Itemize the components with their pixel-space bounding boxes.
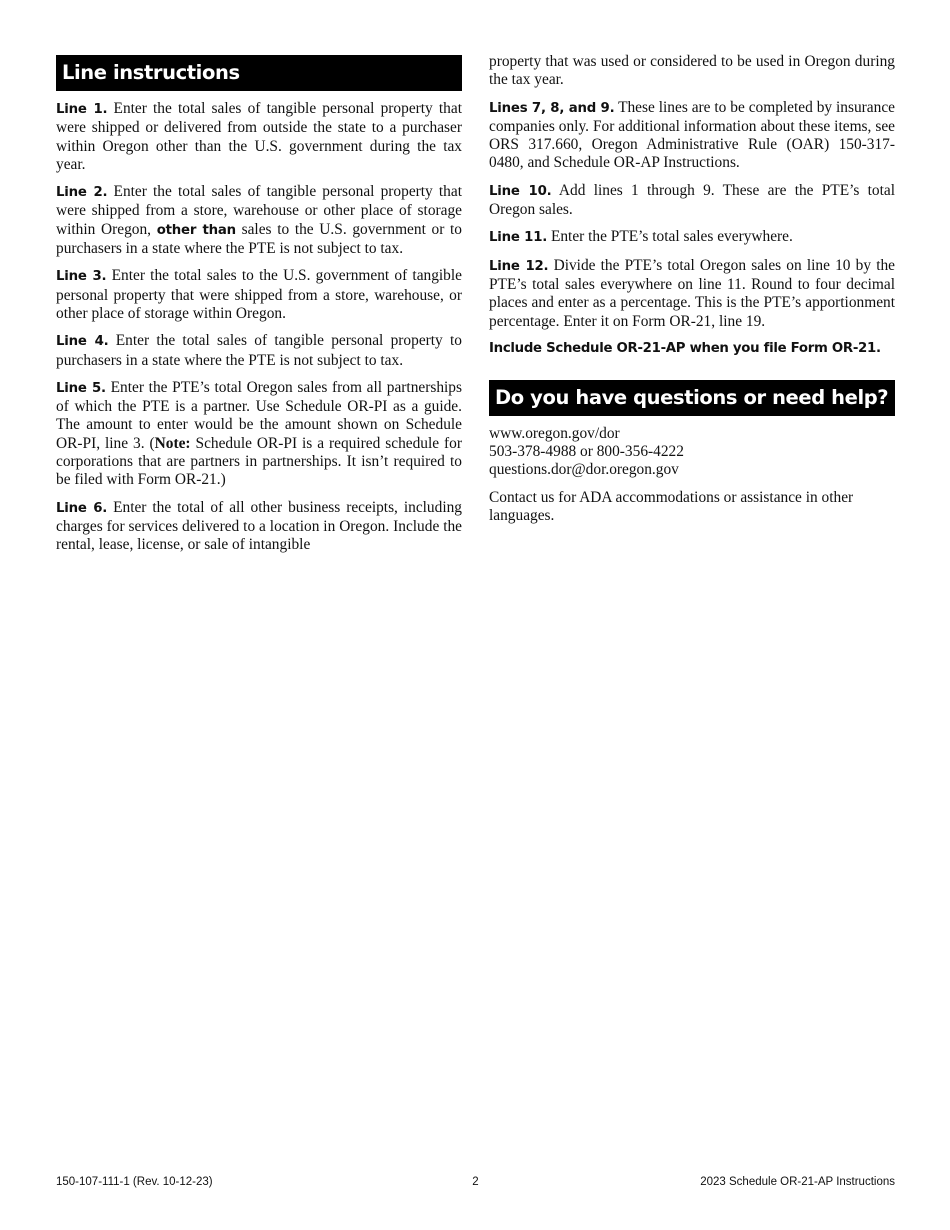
line-6-instruction xyxy=(56,499,462,555)
line-4-instruction xyxy=(56,332,462,370)
right-column xyxy=(489,0,895,534)
line-6-label: Line 6. xyxy=(56,500,108,516)
line-3-label: Line 3. xyxy=(56,269,107,285)
line-2-text-b: sales to the U.S. government or to purchasers in a state where the PTE is not subject to tax. xyxy=(56,220,462,258)
line-instructions-header: Line instructions xyxy=(56,55,462,91)
contact-block xyxy=(489,425,895,480)
email-link[interactable]: questions.dor@dor.oregon.gov xyxy=(489,461,679,479)
line-2-label: Line 2. xyxy=(56,185,108,201)
line-4-label: Line 4. xyxy=(56,334,109,350)
help-header: Do you have questions or need help? xyxy=(489,380,895,416)
line-6-continued: property that was used or considered to be used in Oregon during the tax year. xyxy=(489,53,895,89)
line-10-label: Line 10. xyxy=(489,183,552,199)
document-title: 2023 Schedule OR-21-AP Instructions xyxy=(700,1176,895,1188)
line-2-text-a: Enter the total sales of tangible personal property that were shipped from a store, warehouse or other place of storage within Oregon, xyxy=(56,183,462,238)
line-5-note-label: Note: xyxy=(154,434,191,452)
line-4-text: Enter the total sales of tangible personal property to purchasers in a state where the PTE is not subject to tax. xyxy=(56,332,462,369)
include-schedule-note: Include Schedule OR-21-AP when you file Form OR-21. xyxy=(489,340,881,356)
line-3-text: Enter the total sales to the U.S. government of tangible personal property that were shipped from a store, warehouse, or other place of storage within Oregon. xyxy=(56,267,462,322)
line-5-label: Line 5. xyxy=(56,380,106,396)
line-1-label: Line 1. xyxy=(56,102,108,117)
line-5-text-a: Enter the PTE’s total Oregon sales from all partnerships of which the PTE is a partner. Use Schedule OR-PI as a guide. The amount to enter would be the amount shown on Schedule OR-PI, line 3. ( xyxy=(56,378,462,452)
form-number: 150-107-111-1 (Rev. 10-12-23) xyxy=(56,1176,213,1188)
line-2-instruction xyxy=(56,183,462,258)
line-10-text: Add lines 1 through 9. These are the PTE’s total Oregon sales. xyxy=(489,181,895,219)
phone-numbers: 503-378-4988 or 800-356-4222 xyxy=(489,443,684,461)
line-2-emphasis: other than xyxy=(156,222,236,238)
website-link[interactable]: www.oregon.gov/dor xyxy=(489,424,620,442)
left-column xyxy=(56,0,462,564)
line-12-label: Line 12. xyxy=(489,258,549,274)
line-11-label: Line 11. xyxy=(489,230,548,246)
line-1-instruction xyxy=(56,100,462,174)
line-6-text: Enter the total of all other business receipts, including charges for services delivered to a location in Oregon. Include the rental, lease, license, or sale of intangible xyxy=(56,498,462,554)
line-3-instruction xyxy=(56,267,462,323)
lines-7-8-9-label: Lines 7, 8, and 9. xyxy=(489,100,615,116)
line-12-instruction xyxy=(489,257,895,331)
line-5-text-b: Schedule OR-PI is a required schedule for corporations that are partners in partnerships. It isn’t required to be filed with Form OR-21.) xyxy=(56,434,463,489)
line-1-text: Enter the total sales of tangible personal property that were shipped or delivered from outside the state to a purchaser within Oregon other than the U.S. government during the tax year. xyxy=(56,100,462,173)
lines-7-8-9-text: These lines are to be completed by insurance companies only. For additional information about these items, see ORS 317.660, Oregon Administrative Rule (OAR) 150-317-0480, and Schedule OR-AP Instructions. xyxy=(489,98,895,172)
line-11-instruction xyxy=(489,228,895,247)
line-11-text: Enter the PTE’s total sales everywhere. xyxy=(547,228,793,246)
ada-note: Contact us for ADA accommodations or assistance in other languages. xyxy=(489,488,854,525)
line-5-instruction xyxy=(56,379,462,490)
page-number: 2 xyxy=(472,1176,479,1188)
page-footer xyxy=(56,1176,895,1192)
lines-7-8-9-instruction xyxy=(489,99,895,173)
line-10-instruction xyxy=(489,182,895,220)
line-12-text: Divide the PTE’s total Oregon sales on line 10 by the PTE’s total sales everywhere on line 11. Round to four decimal places and enter as a percentage. This is the PTE’s apportionment percentage. Enter it on Form OR-21, line 19. xyxy=(489,256,895,330)
